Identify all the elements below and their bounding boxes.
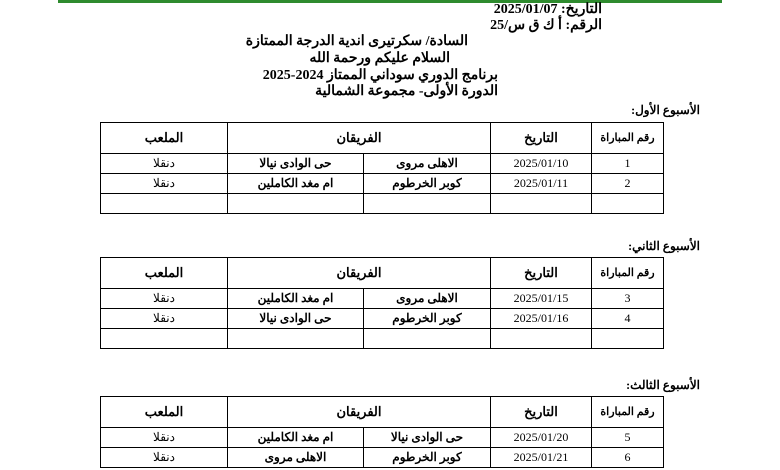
top-border	[58, 0, 722, 3]
header-row	[101, 258, 664, 289]
venue: دنقلا	[101, 428, 228, 448]
date-header: التاريخ	[491, 258, 592, 289]
match-no: 6	[592, 448, 664, 468]
letter-greeting: السلام عليكم ورحمة الله	[309, 51, 450, 66]
week-title: الأسبوع الثالث:	[626, 378, 700, 392]
table-row	[101, 309, 664, 329]
fixtures-table	[100, 396, 664, 468]
table-row	[101, 448, 664, 468]
home-team: الاهلى مروى	[364, 289, 491, 309]
venue: دنقلا	[101, 289, 228, 309]
venue-header: الملعب	[101, 258, 228, 289]
venue: دنقلا	[101, 309, 228, 329]
match-date: 2025/01/11	[491, 174, 592, 194]
table-row	[101, 289, 664, 309]
home-team: كوبر الخرطوم	[364, 448, 491, 468]
venue: دنقلا	[101, 154, 228, 174]
match-date: 2025/01/10	[491, 154, 592, 174]
venue-header: الملعب	[101, 397, 228, 428]
header-row	[101, 397, 664, 428]
table-row	[101, 174, 664, 194]
fixtures-table	[100, 257, 664, 349]
home-team: حى الوادى نيالا	[364, 428, 491, 448]
round-title: الدورة الأولى- مجموعة الشمالية	[315, 84, 498, 99]
table-row	[101, 154, 664, 174]
teams-header: الفريقان	[228, 258, 491, 289]
match-no: 1	[592, 154, 664, 174]
match-date: 2025/01/15	[491, 289, 592, 309]
teams-header: الفريقان	[228, 397, 491, 428]
away-team: ام مغد الكاملين	[228, 428, 364, 448]
week-title: الأسبوع الثاني:	[628, 239, 700, 253]
letter-reference: الرقم: أ ك ق س/25	[490, 18, 602, 33]
home-team: الاهلى مروى	[364, 154, 491, 174]
venue-header: الملعب	[101, 123, 228, 154]
program-title: برنامج الدوري سوداني الممتاز 2024-2025	[262, 68, 498, 83]
teams-header: الفريقان	[228, 123, 491, 154]
match-no: 5	[592, 428, 664, 448]
home-team: كوبر الخرطوم	[364, 309, 491, 329]
venue: دنقلا	[101, 448, 228, 468]
match-no: 3	[592, 289, 664, 309]
match-no-header: رقم المباراة	[592, 123, 664, 154]
header-row	[101, 123, 664, 154]
away-team: ام مغد الكاملين	[228, 174, 364, 194]
match-no: 4	[592, 309, 664, 329]
match-no-header: رقم المباراة	[592, 258, 664, 289]
away-team: ام مغد الكاملين	[228, 289, 364, 309]
match-no-header: رقم المباراة	[592, 397, 664, 428]
letter-date: التاريخ: 2025/01/07	[493, 2, 602, 17]
table-row	[101, 428, 664, 448]
venue: دنقلا	[101, 174, 228, 194]
fixtures-table	[100, 122, 664, 214]
date-header: التاريخ	[491, 123, 592, 154]
away-team: حى الوادى نيالا	[228, 309, 364, 329]
home-team: كوبر الخرطوم	[364, 174, 491, 194]
week-title: الأسبوع الأول:	[631, 103, 700, 117]
letter-addressee: السادة/ سكرتيرى اندية الدرجة الممتازة	[245, 34, 468, 49]
match-no: 2	[592, 174, 664, 194]
match-date: 2025/01/21	[491, 448, 592, 468]
away-team: الاهلى مروى	[228, 448, 364, 468]
match-date: 2025/01/16	[491, 309, 592, 329]
away-team: حى الوادى نيالا	[228, 154, 364, 174]
match-date: 2025/01/20	[491, 428, 592, 448]
empty-row	[101, 329, 664, 349]
empty-row	[101, 194, 664, 214]
date-header: التاريخ	[491, 397, 592, 428]
